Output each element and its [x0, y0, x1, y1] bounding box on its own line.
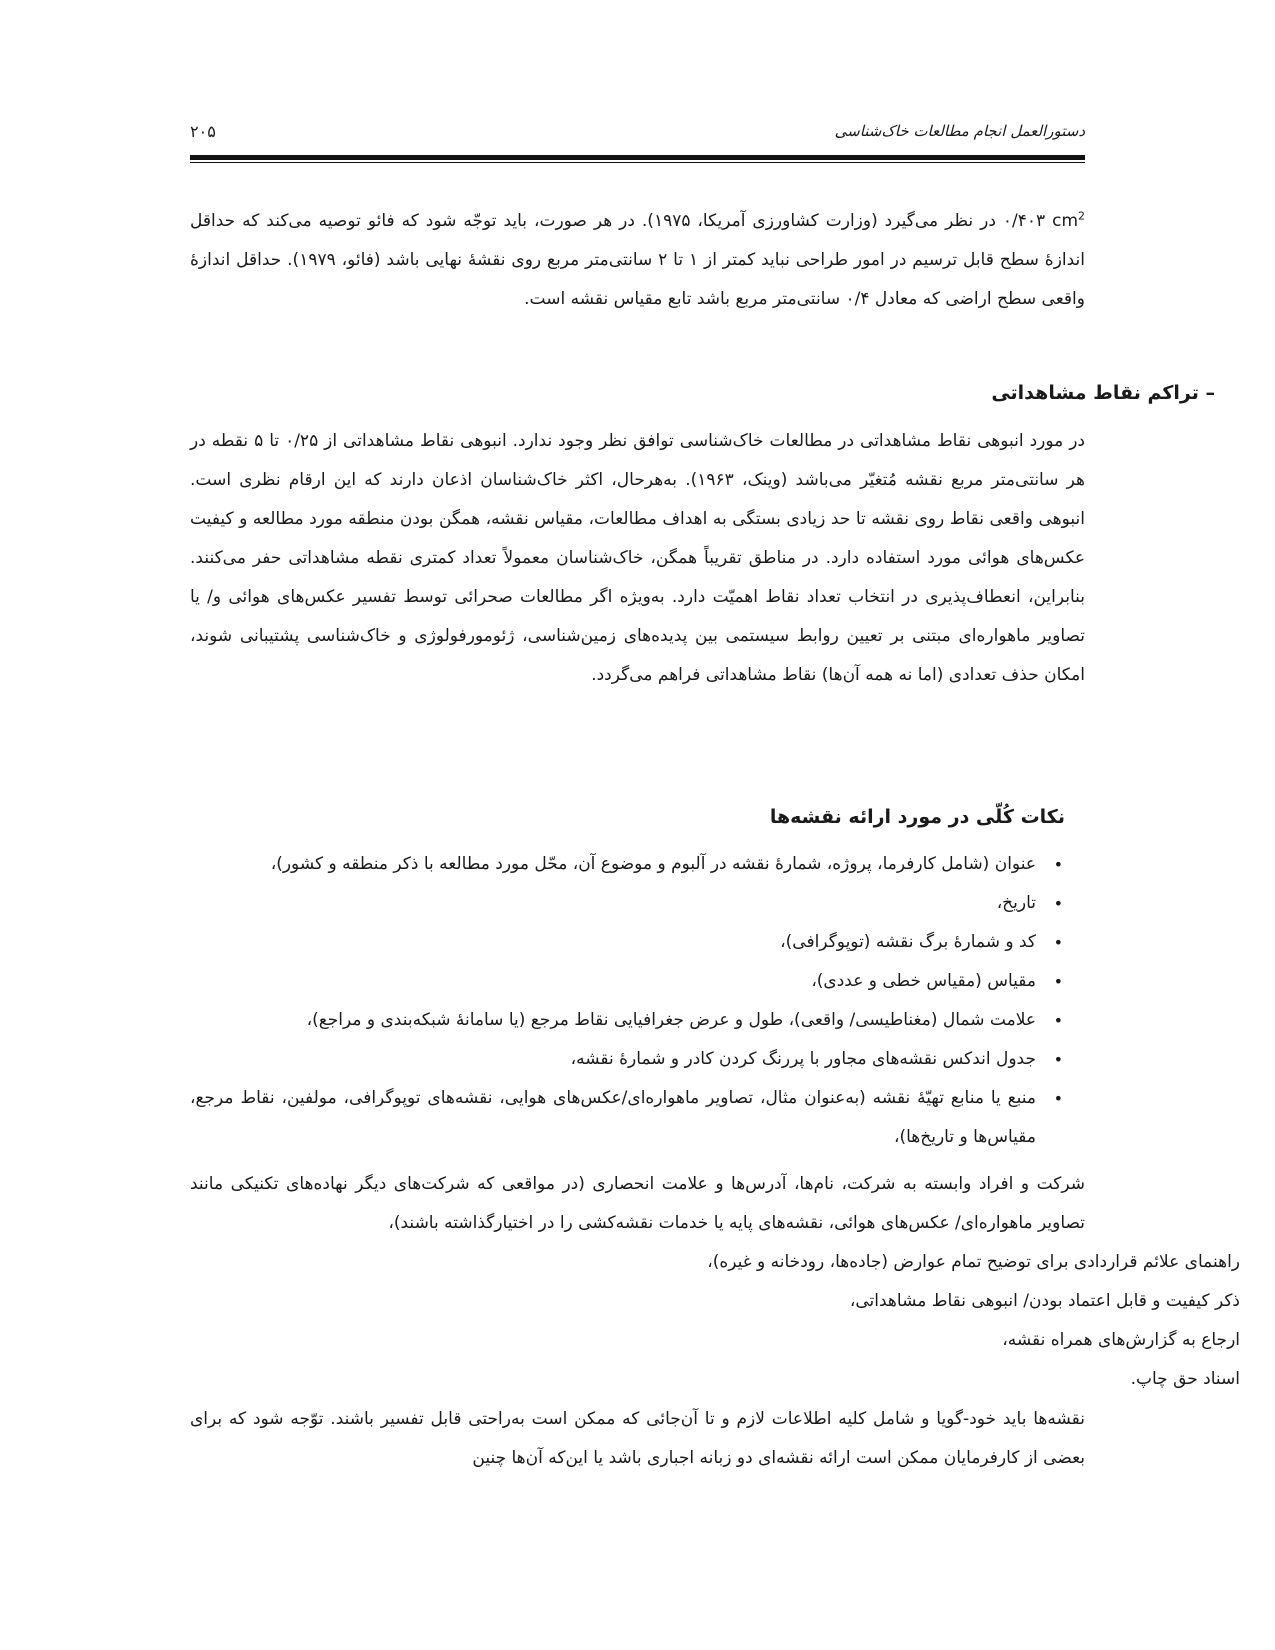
- plain-item-legend: راهنمای علائم قراردادی برای توضیح تمام عوارض (جاده‌ها، رودخانه و غیره)،: [707, 1252, 1240, 1272]
- running-title: دستورالعمل انجام مطالعات خاک‌شناسی: [834, 122, 1085, 140]
- plain-item-reports: ارجاع به گزارش‌های همراه نقشه،: [1002, 1330, 1240, 1350]
- list-item: • تاریخ،: [190, 884, 1085, 923]
- list-item: • علامت شمال (مغناطیسی/ واقعی)، طول و عرض جغرافیایی نقاط مرجع (یا سامانهٔ شبکه‌بندی و مراجع)،: [190, 1001, 1085, 1040]
- paragraph-3: شرکت و افراد وابسته به شرکت، نام‌ها، آدرس‌ها و علامت انحصاری (در مواقعی که شرکت‌های دیگر نهاده‌های تکنیکی مانند تصاویر ماهواره‌ای/ عکس‌های هوائی، نقشه‌های پایه یا خدمات نقشه‌کشی را در اختیارگذاشته باشند)،: [190, 1174, 1085, 1233]
- page-header: [190, 116, 1085, 146]
- list-item: • جدول اندکس نقشه‌های مجاور با پررنگ کردن کادر و شمارهٔ نقشه،: [190, 1040, 1085, 1079]
- unit-cm2: $cm^2$: [1052, 209, 1086, 231]
- list-item: • مقیاس (مقیاس خطی و عددی)،: [190, 962, 1085, 1001]
- paragraph-1: [190, 202, 1085, 319]
- page-number: ۲۰۵: [190, 122, 216, 141]
- plain-item-copyright: اسناد حق چاپ.: [1130, 1369, 1240, 1389]
- paragraph-4: نقشه‌ها باید خود-گویا و شامل کلیه اطلاعات لازم و تا آن‌جائی که ممکن است به‌راحتی قابل تفسیر باشند. توّجه شود که برای بعضی از کارفرمایان ممکن است ارائه نقشه‌ای دو زبانه اجباری باشد یا این‌که آن‌ها چنین: [190, 1409, 1085, 1468]
- list-item: • منبع یا منابع تهیّهٔ نقشه (به‌عنوان مثال، تصاویر ماهواره‌ای/عکس‌های هوایی، نقشه‌های توپوگرافی، مولفین، نقاط مرجع، مقیاس‌ها و تاریخ‌ها)،: [190, 1079, 1085, 1157]
- header-rule-thin: [190, 162, 1085, 163]
- list-item: • کد و شمارهٔ برگ نقشه (توپوگرافی)،: [190, 923, 1085, 962]
- list-item: • عنوان (شامل کارفرما، پروژه، شمارهٔ نقشه در آلبوم و موضوع آن، محّل مورد مطالعه با ذکر منطقه و کشور)،: [190, 845, 1085, 884]
- plain-item-quality: ذکر کیفیت و قابل اعتماد بودن/ انبوهی نقاط مشاهداتی،: [849, 1291, 1240, 1311]
- bullet-list: [190, 845, 1085, 1157]
- paragraph-2: در مورد انبوهی نقاط مشاهداتی در مطالعات خاک‌شناسی توافق نظر وجود ندارد. انبوهی نقاط مشاهداتی از ۰/۲۵ تا ۵ نقطه در هر سانتی‌متر مربع نقشه مُتغیّر می‌باشد (وینک، ۱۹۶۳). به‌هرحال، اکثر خاک‌شناسان اذعان دارند که این ارقام نظری است. انبوهی واقعی نقاط روی نقشه تا حد زیادی بستگی به اهداف مطالعات، مقیاس نقشه، همگن بودن منطقه مورد مطالعه و کیفیت عکس‌های هوائی مورد استفاده دارد. در مناطق تقریباً همگن، خاک‌شناسان معمولاً تعداد کمتری نقطه مشاهداتی حفر می‌کنند. بنابراین، انعطاف‌پذیری در انتخاب تعداد نقاط اهمیّت دارد. به‌ویژه اگر مطالعات صحرائی توسط تفسیر عکس‌های هوائی و/ یا تصاویر ماهواره‌ای مبتنی بر تعیین روابط سیستمی بین پدیده‌های زمین‌شناسی، ژئومورفولوژی و خاک‌شناسی پشتیبانی شوند، امکان حذف تعدادی (اما نه همه آن‌ها) نقاط مشاهداتی فراهم می‌گردد.: [190, 431, 1086, 685]
- paragraph-1-text: ۰/۴۰۳ در نظر می‌گیرد (وزارت کشاورزی آمریکا، ۱۹۷۵). در هر صورت، باید توجّه شود که فائو توصیه می‌کند که حداقل اندازهٔ سطح قابل ترسیم در امور طراحی نباید کمتر از ۱ تا ۲ سانتی‌متر مربع روی نقشهٔ نهایی باشد (فائو، ۱۹۷۹). حداقل اندازهٔ واقعی سطح اراضی که معادل ۰/۴ سانتی‌متر مربع باشد تابع مقیاس نقشه است.: [190, 211, 1086, 309]
- header-rule-thick: [190, 155, 1085, 160]
- section-heading-observation-density: – تراکم نقاط مشاهداتی: [991, 382, 1215, 404]
- section-heading-map-presentation: نکات کُلّی در مورد ارائه نقشه‌ها: [769, 806, 1065, 828]
